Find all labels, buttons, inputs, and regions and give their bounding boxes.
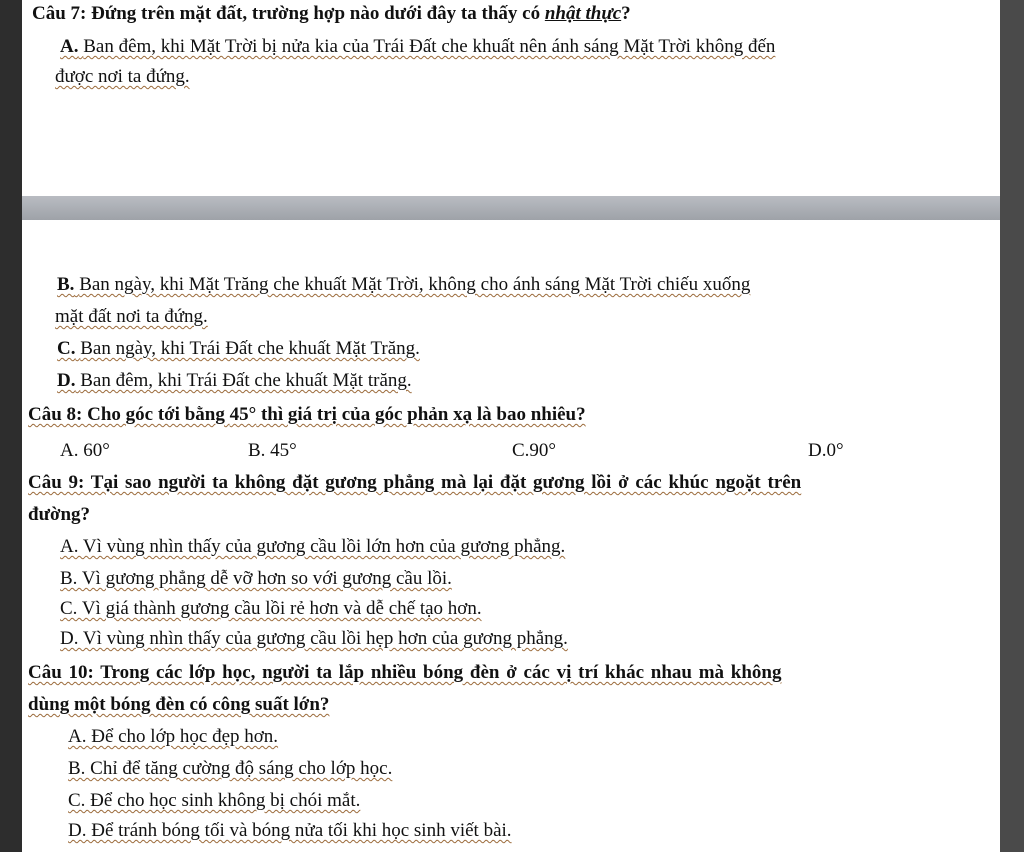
q8-option-b: B. 45° <box>248 440 297 461</box>
viewer-right-edge <box>1000 0 1024 852</box>
document-page-bottom <box>22 220 1000 852</box>
q8-option-c: C.90° <box>512 440 557 461</box>
document-page-top <box>22 0 1000 196</box>
q9-option-a: A. Vì vùng nhìn thấy của gương cầu lồi lớn hơn của gương phẳng. <box>60 536 566 557</box>
q7-option-b-cont: mặt đất nơi ta đứng. <box>55 306 208 327</box>
q8-option-a: A. 60° <box>60 440 110 461</box>
q10-option-d: D. Để tránh bóng tối và bóng nửa tối khi học sinh viết bài. <box>68 820 512 841</box>
question-8-title: Câu 8: Cho góc tới bằng 45° thì giá trị của góc phản xạ là bao nhiêu? <box>28 404 586 425</box>
q7-option-a-cont: được nơi ta đứng. <box>55 66 190 87</box>
q9-option-d: D. Vì vùng nhìn thấy của gương cầu lồi hẹp hơn của gương phẳng. <box>60 628 568 649</box>
q7-option-b: B. Ban ngày, khi Mặt Trăng che khuất Mặt Trời, không cho ánh sáng Mặt Trời chiếu xuống <box>57 274 751 295</box>
q8-option-d: D.0° <box>808 440 844 461</box>
q7-option-a: A. Ban đêm, khi Mặt Trời bị nửa kia của Trái Đất che khuất nên ánh sáng Mặt Trời không đến <box>60 36 776 57</box>
question-9-title-cont: đường? <box>28 504 91 525</box>
q9-option-c: C. Vì giá thành gương cầu lồi rẻ hơn và dễ chế tạo hơn. <box>60 598 482 619</box>
q10-option-a: A. Để cho lớp học đẹp hơn. <box>68 726 279 747</box>
question-9-title: Câu 9: Tại sao người ta không đặt gương phẳng mà lại đặt gương lồi ở các khúc ngoặt trên <box>28 472 802 493</box>
page-separator <box>22 196 1000 220</box>
viewer-left-edge <box>0 0 22 852</box>
q10-option-c: C. Để cho học sinh không bị chói mắt. <box>68 790 361 811</box>
q9-option-b: B. Vì gương phẳng dễ vỡ hơn so với gương cầu lồi. <box>60 568 452 589</box>
q10-option-b: B. Chỉ để tăng cường độ sáng cho lớp học. <box>68 758 393 779</box>
q7-option-d: D. Ban đêm, khi Trái Đất che khuất Mặt trăng. <box>57 370 412 391</box>
question-10-title: Câu 10: Trong các lớp học, người ta lắp nhiều bóng đèn ở các vị trí khác nhau mà không <box>28 662 782 683</box>
emphasis-term: nhật thực <box>544 3 622 24</box>
question-7-title: Câu 7: Đứng trên mặt đất, trường hợp nào dưới đây ta thấy có nhật thực? <box>32 3 631 24</box>
question-10-title-cont: dùng một bóng đèn có công suất lớn? <box>28 694 330 715</box>
q7-option-c: C. Ban ngày, khi Trái Đất che khuất Mặt Trăng. <box>57 338 420 359</box>
